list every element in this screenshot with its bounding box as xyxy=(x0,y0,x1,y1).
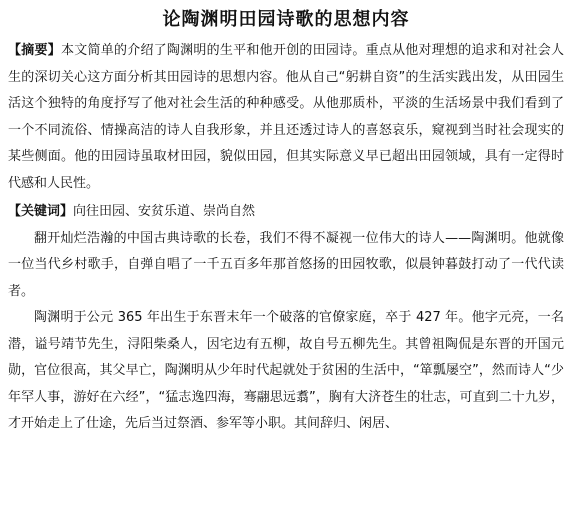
abstract-text: 本文简单的介绍了陶渊明的生平和他开创的田园诗。重点从他对理想的追求和对社会人生的深切关心这方面分析其田园诗的思想内容。他从自己“躬耕自资”的生活实践出发，从田园生活这个独特的角度抒写了他对社会生活的种种感受。从他那质朴，平淡的生活场景中我们看到了一个不同流俗、情操高洁的诗人自我形象，并且还透过诗人的喜怒哀乐，窥视到当时社会现实的某些侧面。他的田园诗虽取材田园，貌似田园，但其实际意义早已超出田园领域，具有一定得时代感和人民性。 xyxy=(8,43,564,191)
abstract-label: 【摘要】 xyxy=(8,43,61,58)
page-title: 论陶渊明田园诗歌的思想内容 xyxy=(162,9,410,30)
keywords-paragraph xyxy=(8,199,564,226)
body-paragraph-2: 陶渊明于公元 365 年出生于东晋末年一个破落的官僚家庭，卒于 427 年。他字元亮，一名潜，谥号靖节先生，浔阳柴桑人，因宅边有五柳，故自号五柳先生。其曾祖陶侃是东晋的开国元勋，官位很高，其父早亡，陶渊明从少年时代起就处于贫困的生活中，“箪瓢屡空”，然而诗人“少年罕人事，游好在六经”，“猛志逸四海，骞翮思远翥”，胸有大济苍生的壮志，可直到二十九岁，才开始走上了仕途，先后当过祭酒、参军等小职。其间辞归、闲居、 xyxy=(8,310,564,431)
abstract-paragraph xyxy=(8,38,564,197)
keywords-label: 【关键词】 xyxy=(8,204,74,219)
body-paragraph-1: 翻开灿烂浩瀚的中国古典诗歌的长卷，我们不得不凝视一位伟大的诗人——陶渊明。他就像一位当代乡村歌手，自弹自唱了一千五百多年那首悠扬的田园牧歌，似晨钟暮鼓打动了一代代读者。 xyxy=(8,230,564,299)
keywords-text: 向往田园、安贫乐道、崇尚自然 xyxy=(73,204,256,219)
